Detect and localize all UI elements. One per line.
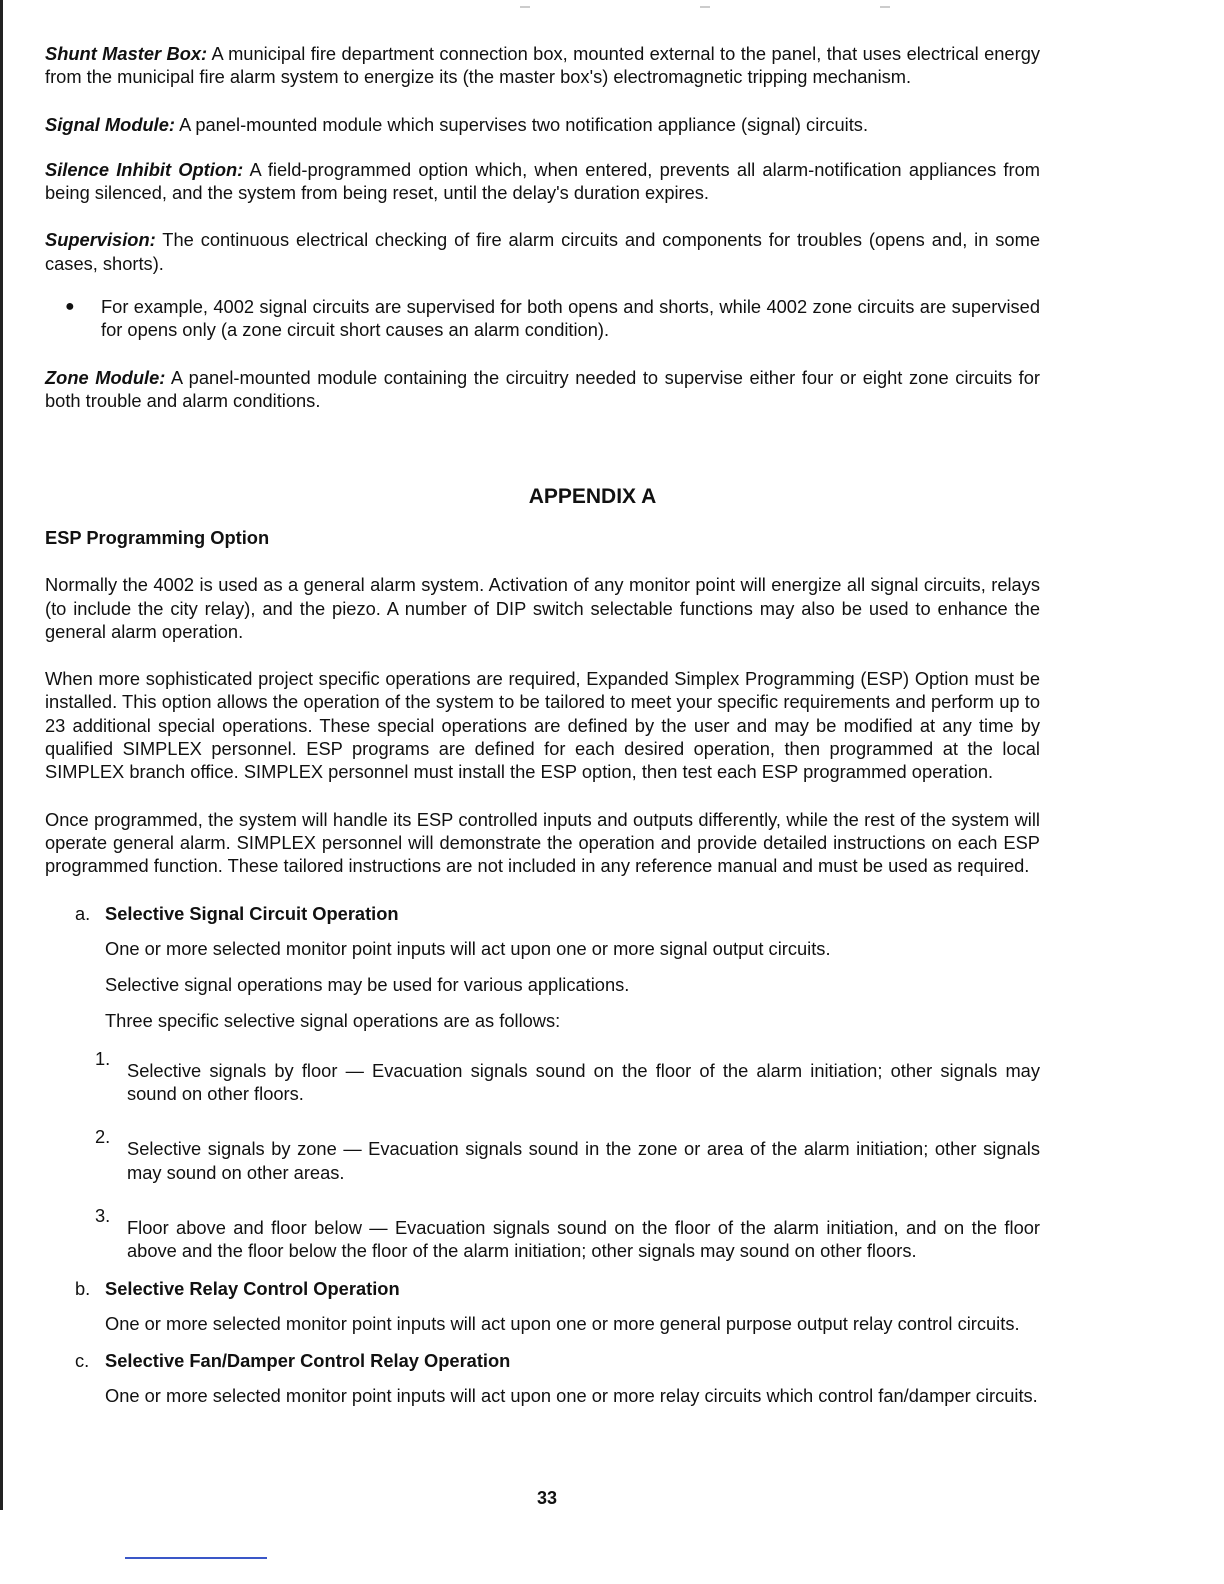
appendix-paragraph: When more sophisticated project specific operations are required, Expanded Simplex Programming (ESP) Option must be installed. This option allows the operation of the system to be tailored to meet your specific requirements and perform up to 23 additional special operations. These special operations are defined by the user and may be modified at any time by qualified SIMPLEX personnel. ESP programs are defined for each desired operation, then programmed at the local SIMPLEX branch office. SIMPLEX personnel must install the ESP option, then test each ESP programmed operation. bbox=[45, 668, 1040, 783]
glossary-supervision bbox=[45, 228, 1040, 275]
glossary-term: Silence Inhibit Option: bbox=[45, 158, 244, 180]
glossary-zone-module bbox=[45, 366, 1040, 413]
item-text: One or more selected monitor point inputs will act upon one or more general purpose output relay control circuits. bbox=[105, 1312, 1020, 1334]
bullet-text: For example, 4002 signal circuits are supervised for both opens and shorts, while 4002 zone circuits are supervised for opens only (a zone circuit short causes an alarm condition). bbox=[101, 296, 1040, 341]
supervision-example-bullet bbox=[65, 295, 1040, 342]
item-text: Selective signal operations may be used for various applications. bbox=[105, 974, 630, 996]
bottom-rule bbox=[125, 1557, 267, 1559]
appendix-paragraph: Normally the 4002 is used as a general alarm system. Activation of any monitor point will energize all signal circuits, relays (to include the city relay), and the piezo. A number of DIP switch selectable functions may also be used to enhance the general alarm operation. bbox=[45, 574, 1040, 642]
number-marker: 3. bbox=[95, 1204, 111, 1226]
item-text: Three specific selective signal operations are as follows: bbox=[105, 1010, 561, 1032]
list-item-b bbox=[75, 1277, 1040, 1336]
list-marker: a. bbox=[75, 902, 91, 924]
page-number: 33 bbox=[536, 1488, 558, 1508]
item-title: Selective Relay Control Operation bbox=[105, 1277, 400, 1299]
glossary-term: Supervision: bbox=[45, 229, 156, 251]
document-page bbox=[45, 42, 1040, 1408]
scan-left-edge bbox=[0, 0, 3, 1510]
list-marker: b. bbox=[75, 1277, 91, 1299]
glossary-term: Signal Module: bbox=[45, 113, 175, 135]
glossary-definition: The continuous electrical checking of fire alarm circuits and components for troubles (opens and, in some cases, shorts). bbox=[45, 229, 1040, 274]
numbered-text: Floor above and floor below — Evacuation signals sound on the floor of the alarm initiation, and on the floor above and the floor below the floor of the alarm initiation; other signals may sound on other floors. bbox=[127, 1216, 1040, 1262]
item-title: Selective Signal Circuit Operation bbox=[105, 902, 399, 924]
appendix-paragraph: Once programmed, the system will handle its ESP controlled inputs and outputs differently, while the rest of the system will operate general alarm. SIMPLEX personnel will demonstrate the operation and provide detailed instructions on each ESP programmed function. These tailored instructions are not included in any reference manual and must be used as required. bbox=[45, 808, 1040, 877]
glossary-term: Shunt Master Box: bbox=[45, 43, 208, 64]
number-marker: 2. bbox=[95, 1126, 111, 1148]
numbered-text: Selective signals by floor — Evacuation signals sound on the floor of the alarm initiation; other signals may sound on other floors. bbox=[127, 1059, 1040, 1105]
glossary-shunt-master-box bbox=[45, 42, 1040, 89]
appendix-title: APPENDIX A bbox=[528, 485, 657, 509]
item-title: Selective Fan/Damper Control Relay Operation bbox=[105, 1350, 511, 1372]
numbered-item bbox=[95, 1204, 1040, 1263]
numbered-item bbox=[95, 1125, 1040, 1184]
glossary-silence-inhibit-option bbox=[45, 158, 1040, 205]
list-item-a bbox=[75, 902, 1040, 1263]
item-text: One or more selected monitor point inputs will act upon one or more relay circuits which control fan/damper circuits. bbox=[105, 1385, 1038, 1407]
numbered-item bbox=[95, 1047, 1040, 1106]
scan-top-marks bbox=[520, 6, 900, 8]
glossary-definition: A municipal fire department connection box, mounted external to the panel, that uses electrical energy from the municipal fire alarm system to energize its (the master box's) electromagnetic tripping mechanism. bbox=[45, 43, 1040, 88]
glossary-term: Zone Module: bbox=[45, 366, 166, 388]
glossary-definition: A panel-mounted module which supervises two notification appliance (signal) circuits. bbox=[175, 113, 869, 135]
numbered-text: Selective signals by zone — Evacuation signals sound in the zone or area of the alarm initiation; other signals may sound on other areas. bbox=[127, 1138, 1040, 1183]
list-marker: c. bbox=[75, 1350, 90, 1372]
item-text: One or more selected monitor point inputs will act upon one or more signal output circuits. bbox=[105, 937, 831, 959]
bullet-dot-icon: ● bbox=[65, 298, 75, 316]
glossary-definition: A field-programmed option which, when entered, prevents all alarm-notification appliances from being silenced, and the system from being reset, until the delay's duration expires. bbox=[45, 158, 1040, 204]
section-heading: ESP Programming Option bbox=[45, 527, 270, 549]
number-marker: 1. bbox=[95, 1047, 111, 1069]
glossary-definition: A panel-mounted module containing the circuitry needed to supervise either four or eight zone circuits for both trouble and alarm conditions. bbox=[45, 366, 1041, 411]
list-item-c bbox=[75, 1349, 1040, 1408]
glossary-signal-module bbox=[45, 113, 1040, 136]
